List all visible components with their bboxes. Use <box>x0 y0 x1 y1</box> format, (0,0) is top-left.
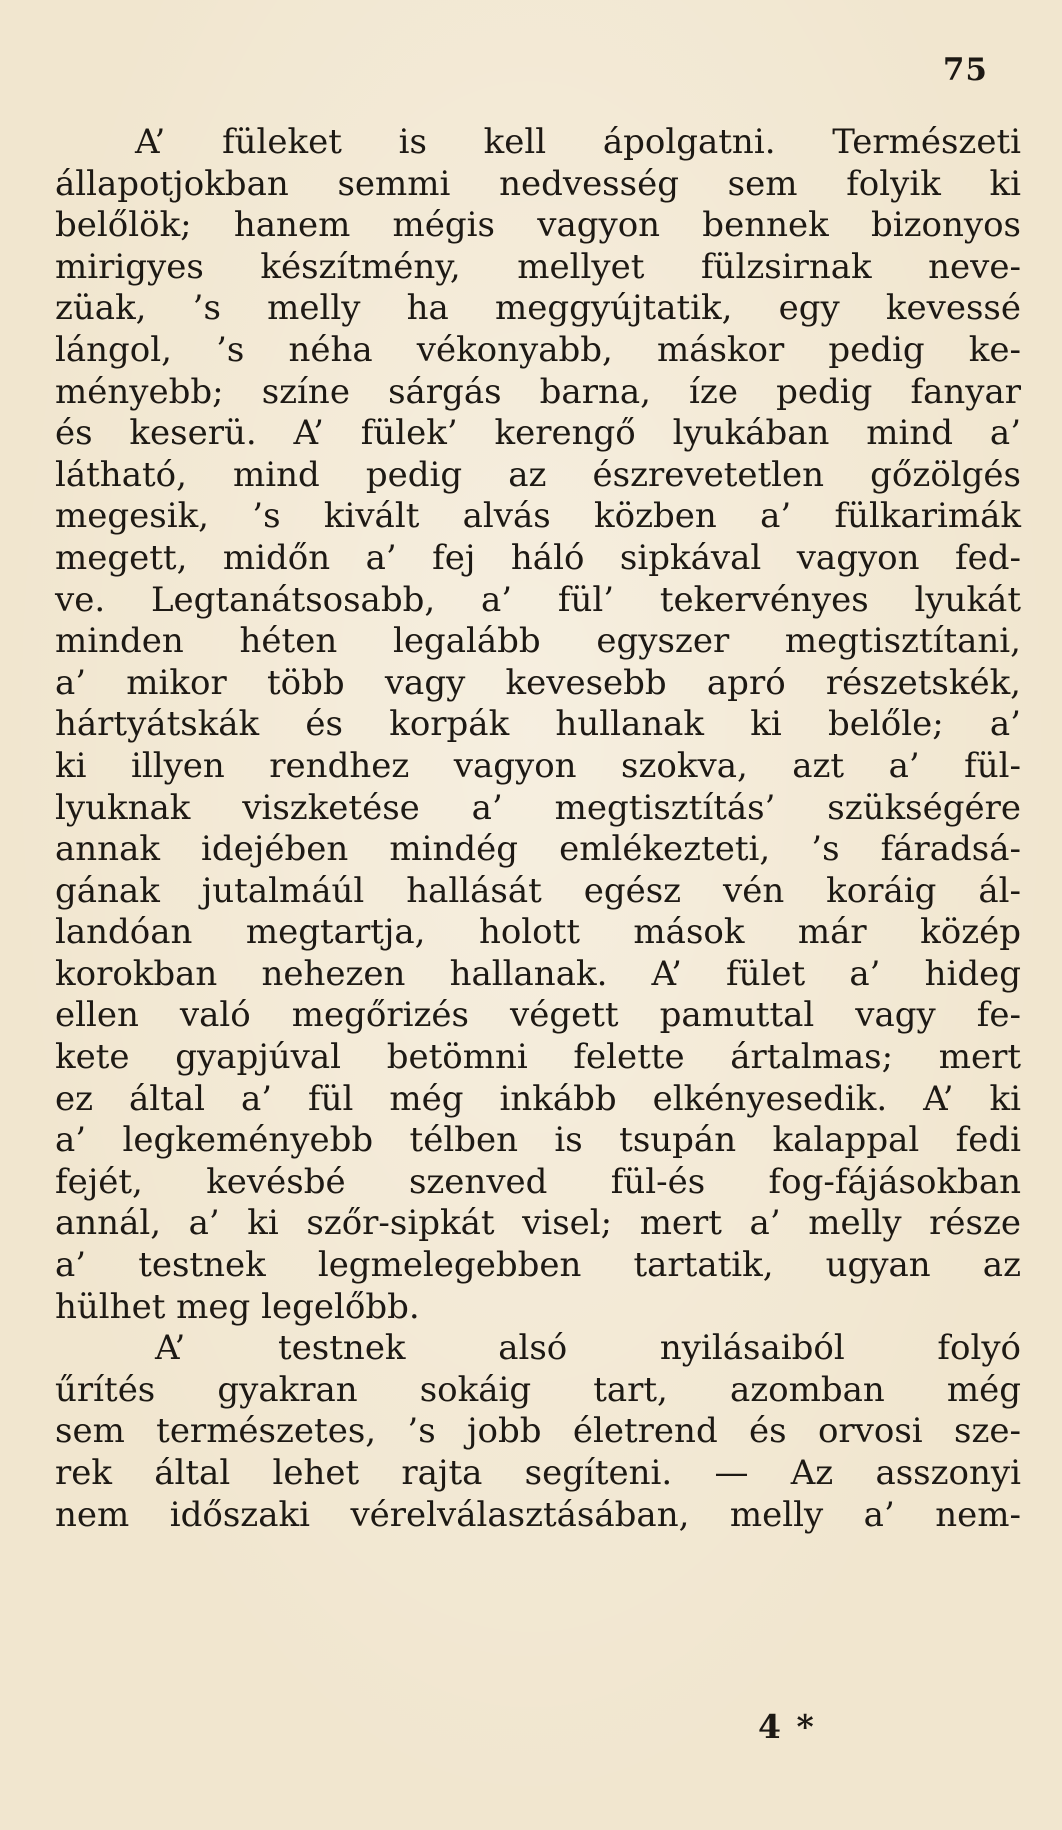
signature-mark: 4 * <box>758 1707 816 1746</box>
text-line: és keserü. A’ fülek’ kerengő lyukában mind a’ <box>55 413 1021 454</box>
text-line: látható, mind pedig az észrevetetlen gőzölgés <box>55 454 1021 495</box>
text-line: minden héten legalább egyszer megtisztítani, <box>55 621 1021 662</box>
text-line: gának jutalmáúl hallását egész vén koráig ál- <box>55 870 1021 911</box>
text-line: annál, a’ ki szőr-sipkát visel; mert a’ melly része <box>55 1203 1021 1244</box>
text-line: A’ testnek alsó nyilásaiból folyó <box>155 1328 1021 1369</box>
text-line: ez által a’ fül még inkább elkényesedik. A’ ki <box>55 1078 1021 1119</box>
text-line: landóan megtartja, holott mások már közép <box>55 912 1021 953</box>
text-line: megesik, ’s kivált alvás közben a’ fülkarimák <box>55 496 1021 537</box>
text-line: ki illyen rendhez vagyon szokva, azt a’ fül- <box>55 745 1021 786</box>
text-line: rek által lehet rajta segíteni. — Az asszonyi <box>55 1453 1021 1493</box>
text-line: kete gyapjúval betömni felette ártalmas; mert <box>55 1037 1021 1078</box>
text-line: züak, ’s melly ha meggyújtatik, egy kevessé <box>55 288 1021 329</box>
body-text <box>55 122 1021 1536</box>
text-line: nem időszaki vérelválasztásában, melly a’ nem- <box>55 1494 1021 1535</box>
text-line: ellen való megőrizés végett pamuttal vagy fe- <box>55 995 1021 1036</box>
text-line: a’ testnek legmelegebben tartatik, ugyan az <box>55 1245 1021 1286</box>
text-line: korokban nehezen hallanak. A’ fület a’ hideg <box>55 953 1021 994</box>
text-line: megett, midőn a’ fej háló sipkával vagyon fed- <box>55 537 1021 578</box>
text-line: hártyátskák és korpák hullanak ki belőle; a’ <box>55 704 1021 745</box>
text-line: A’ füleket is kell ápolgatni. Természeti <box>135 122 1021 162</box>
text-line: űrítés gyakran sokáig tart, azomban még <box>55 1369 1021 1410</box>
text-line: ményebb; színe sárgás barna, íze pedig fanyar <box>55 371 1021 412</box>
text-line: sem természetes, ’s jobb életrend és orvosi sze- <box>55 1411 1021 1452</box>
text-line: lángol, ’s néha vékonyabb, máskor pedig ke- <box>55 329 1021 370</box>
text-line: a’ legkeményebb télben is tsupán kalappal fedi <box>55 1120 1021 1161</box>
text-line: belőlök; hanem mégis vagyon bennek bizonyos <box>55 205 1021 246</box>
text-line: lyuknak viszketése a’ megtisztítás’ szükségére <box>55 787 1021 828</box>
text-line: a’ mikor több vagy kevesebb apró részetskék, <box>55 662 1021 703</box>
text-line: állapotjokban semmi nedvesség sem folyik ki <box>55 163 1021 204</box>
page-number: 75 <box>942 52 988 88</box>
text-line: fejét, kevésbé szenved fül-és fog-fájásokban <box>55 1161 1021 1202</box>
text-line: hülhet meg legelőbb. <box>55 1286 420 1327</box>
text-line: ve. Legtanátsosabb, a’ fül’ tekervényes lyukát <box>55 579 1021 620</box>
text-line: annak idejében mindég emlékezteti, ’s fáradsá- <box>55 829 1021 870</box>
text-line: mirigyes készítmény, mellyet fülzsirnak neve- <box>55 246 1021 287</box>
